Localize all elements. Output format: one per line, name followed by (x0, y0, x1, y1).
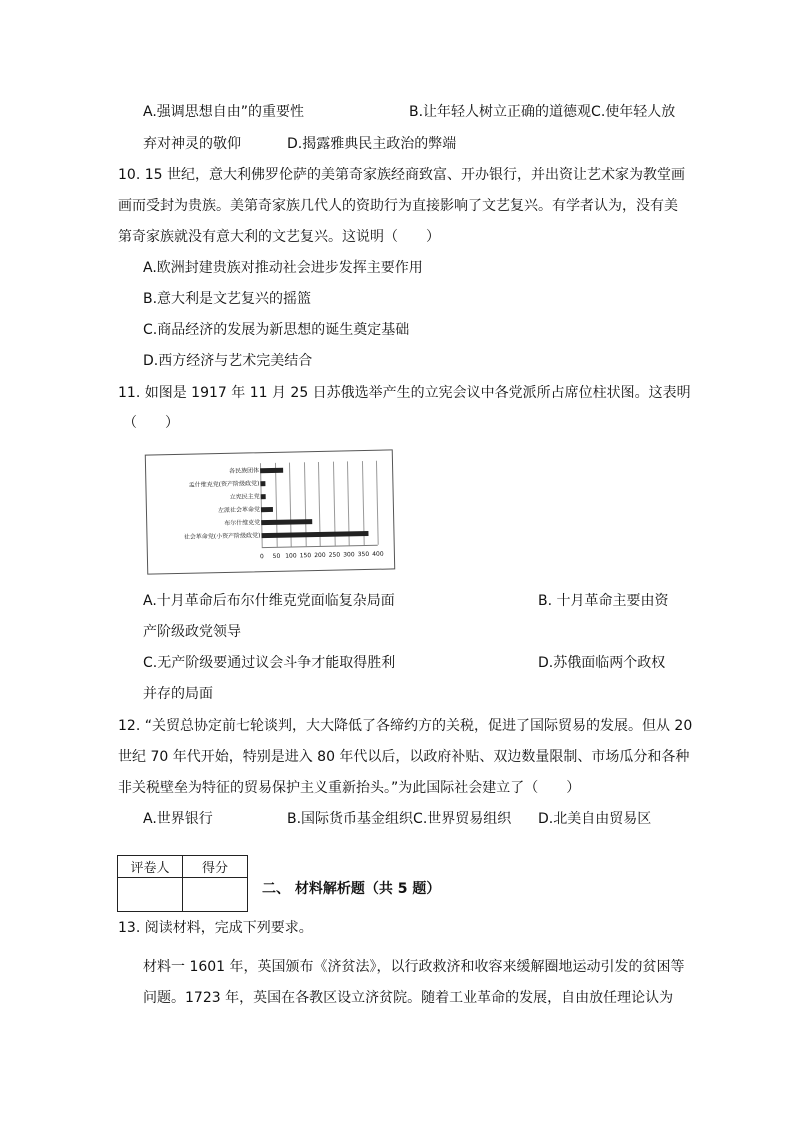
chart-category-label: 布尔什维克党 (224, 519, 261, 527)
grader-header: 评卷人 (118, 856, 183, 878)
chart-bar (261, 507, 273, 512)
option-d: D.揭露雅典民主政治的弊端 (287, 136, 457, 152)
question-12-option-d: D.北美自由贸易区 (538, 811, 652, 827)
option-a: A.强调思想自由”的重要性 (143, 104, 305, 120)
question-11-option-d: D.苏俄面临两个政权 (538, 655, 666, 671)
question-12-option-a: A.世界银行 (143, 811, 213, 827)
question-12-option-b-c: B.国际货币基金组织C.世界贸易组织 (287, 811, 512, 827)
chart-bar (260, 481, 265, 486)
chart-x-tick-label: 250 (328, 551, 341, 559)
chart-bar (261, 531, 368, 538)
chart-bar (260, 468, 283, 473)
chart-category-label: 孟什维克党(资产阶级政党) (188, 480, 260, 489)
chart-bar (261, 494, 266, 499)
section-2-title: 二、 材料解析题（共 5 题） (262, 881, 441, 897)
chart-category-label: 左派社会革命党 (217, 506, 261, 515)
chart-x-tick-label: 350 (357, 550, 370, 559)
chart-bar (261, 519, 312, 525)
question-10-line-2: 画而受封为贵族。美第奇家族几代人的资助行为直接影响了文艺复兴。有学者认为，没有美 (118, 198, 678, 214)
score-header: 得分 (183, 856, 248, 878)
question-10-line-3: 第奇家族就没有意大利的文艺复兴。这说明（ ） (118, 229, 440, 245)
question-10-option-d: D.西方经济与艺术完美结合 (143, 353, 313, 369)
question-13-line-2: 材料一 1601 年，英国颁布《济贫法》，以行政救济和收容来缓解圈地运动引发的贫困等 (143, 959, 685, 975)
question-12-line-1: 12. “关贸总协定前七轮谈判，大大降低了各缔约方的关税，促进了国际贸易的发展。但从 20 (118, 718, 693, 734)
question-10-option-a: A.欧洲封建贵族对推动社会进步发挥主要作用 (143, 260, 423, 276)
chart-x-tick-label: 150 (299, 552, 312, 560)
option-b-c: B.让年轻人树立正确的道德观C.使年轻人放 (409, 104, 676, 120)
question-12-line-2: 世纪 70 年代开始，特别是进入 80 年代以后，以政府补贴、双边数量限制、市场瓜分和各种 (118, 749, 690, 765)
chart-x-tick-label: 100 (285, 552, 297, 560)
chart-category-label: 各民族团体 (229, 467, 260, 475)
question-11-option-b-continued: 产阶级政党领导 (143, 624, 241, 640)
question-12-line-3: 非关税壁垒为特征的贸易保护主义重新抬头。”为此国际社会建立了（ ） (118, 780, 581, 796)
grader-cell (118, 878, 183, 912)
question-10-line-1: 10. 15 世纪，意大利佛罗伦萨的美第奇家族经商致富、开办银行，并出资让艺术家为教堂画 (118, 167, 685, 183)
score-table (117, 855, 248, 912)
question-11-option-b: B. 十月革命主要由资 (538, 593, 669, 609)
question-13-line-1: 13. 阅读材料，完成下列要求。 (118, 920, 313, 936)
chart-x-tick-label: 50 (272, 552, 281, 560)
chart-x-axis (262, 545, 378, 548)
chart-x-tick-label: 200 (314, 551, 326, 560)
question-10-option-b: B.意大利是文艺复兴的摇篮 (143, 291, 312, 307)
chart-category-label: 社会革命党(小资产阶级政党) (183, 532, 261, 541)
question-11-option-c: C.无产阶级要通过议会斗争才能取得胜利 (143, 655, 396, 671)
chart-gridline (376, 461, 379, 545)
question-13-line-3: 问题。1723 年，英国在各教区设立济贫院。随着工业革命的发展，自由放任理论认为 (143, 990, 674, 1006)
question-11-option-a: A.十月革命后布尔什维克党面临复杂局面 (143, 593, 395, 609)
option-c-continued: 弃对神灵的敬仰 (143, 136, 241, 152)
chart-x-tick-label: 300 (343, 551, 355, 559)
question-11-line-2: （ ） (123, 415, 179, 431)
question-11-option-d-continued: 并存的局面 (143, 686, 213, 702)
question-11-line-1: 11. 如图是 1917 年 11 月 25 日苏俄选举产生的立宪会议中各党派所占席位柱状图。这表明 (118, 385, 691, 401)
score-cell (183, 878, 248, 912)
chart-x-tick-label: 400 (372, 550, 384, 558)
chart-x-tick-label: 0 (259, 553, 264, 561)
chart-category-label: 立宪民主党 (229, 493, 260, 501)
question-10-option-c: C.商品经济的发展为新思想的诞生奠定基础 (143, 322, 410, 338)
party-seats-bar-chart (145, 449, 395, 574)
